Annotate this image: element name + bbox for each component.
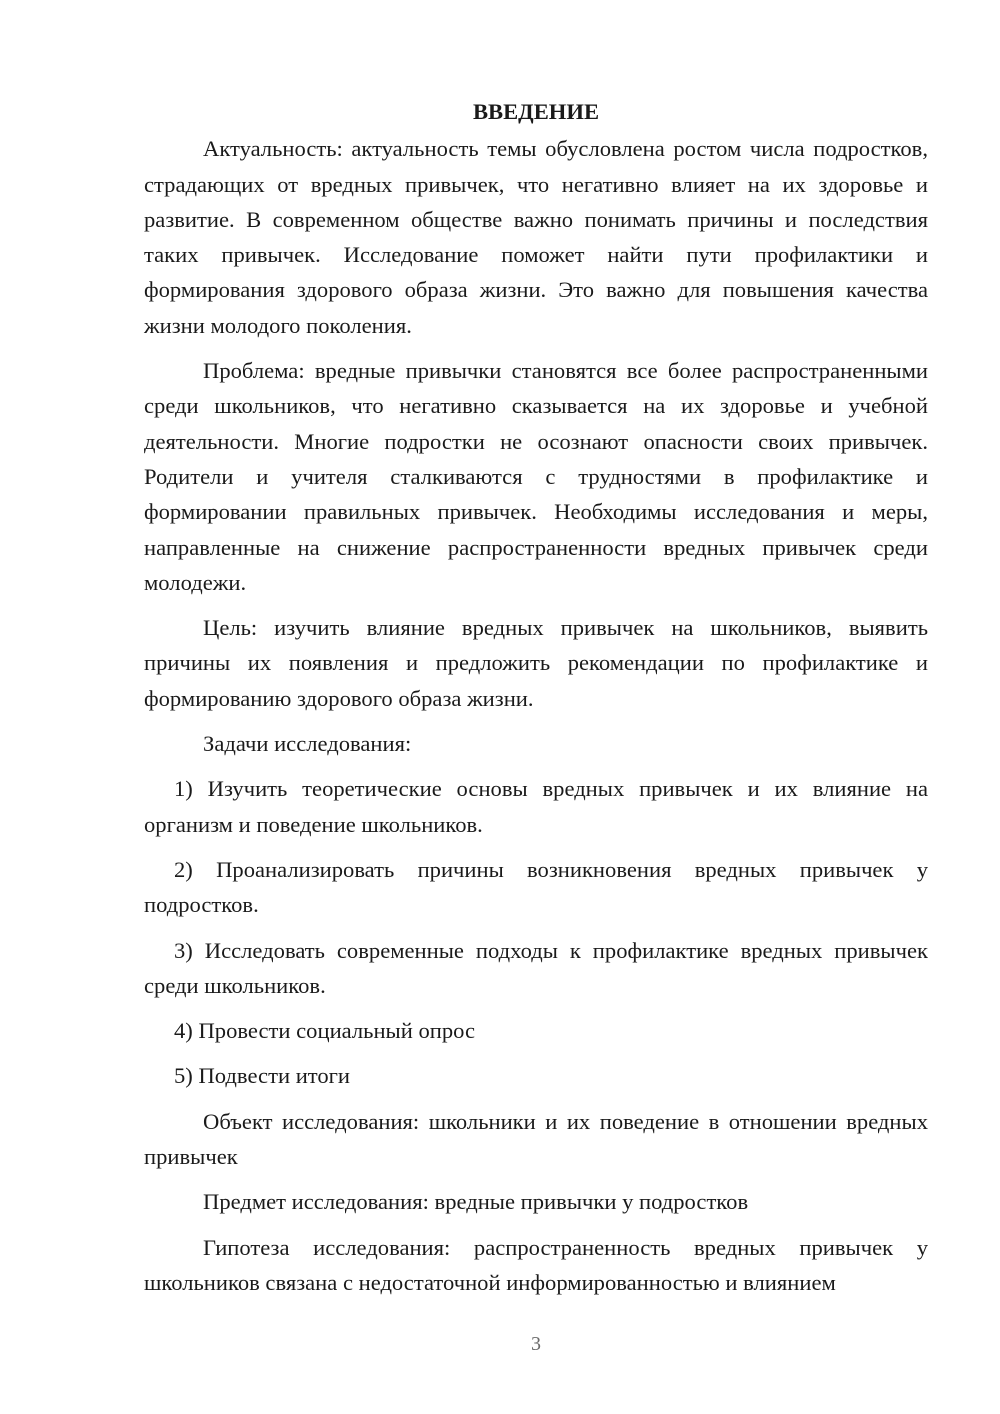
paragraph-relevance: Актуальность: актуальность темы обусловлена ростом числа подростков, страдающих от вредных привычек, что негативно влияет на их здоровье и развитие. В современном обществе важно понимать причины и последствия таких привычек. Исследование поможет найти пути профилактики и формирования здорового образа жизни. Это важно для повышения качества жизни молодого поколения. <box>144 136 928 338</box>
task-item-3: 3) Исследовать современные подходы к профилактике вредных привычек среди школьников. <box>144 937 928 998</box>
task-item-2: 2) Проанализировать причины возникновения вредных привычек у подростков. <box>144 856 928 918</box>
paragraph-object: Объект исследования: школьники и их поведение в отношении вредных привычек <box>144 1108 928 1170</box>
page-number: 3 <box>531 1333 541 1355</box>
paragraph-subject: Предмет исследования: вредные привычки у подростков <box>203 1189 749 1215</box>
task-item-5: 5) Подвести итоги <box>174 1063 351 1089</box>
task-item-1: 1) Изучить теоретические основы вредных привычек и их влияние на организм и поведение школьников. <box>144 776 928 837</box>
tasks-heading: Задачи исследования: <box>203 731 412 757</box>
paragraph-hypothesis: Гипотеза исследования: распространенность вредных привычек у школьников связана с недостаточной информированностью и влиянием <box>144 1234 928 1295</box>
paragraph-problem: Проблема: вредные привычки становятся все более распространенными среди школьников, что негативно сказывается на их здоровье и учебной деятельности. Многие подростки не осознают опасности своих привычек. Родители и учителя сталкиваются с трудностями в профилактике и формировании правильных привычек. Необходимы исследования и меры, направленные на снижение распространенности вредных привычек среди молодежи. <box>144 358 928 595</box>
section-title: ВВЕДЕНИЕ <box>472 99 600 124</box>
paragraph-goal: Цель: изучить влияние вредных привычек на школьников, выявить причины их появления и предложить рекомендации по профилактике и формированию здорового образа жизни. <box>144 615 928 711</box>
task-item-4: 4) Провести социальный опрос <box>174 1018 476 1044</box>
page-content <box>144 94 928 1310</box>
